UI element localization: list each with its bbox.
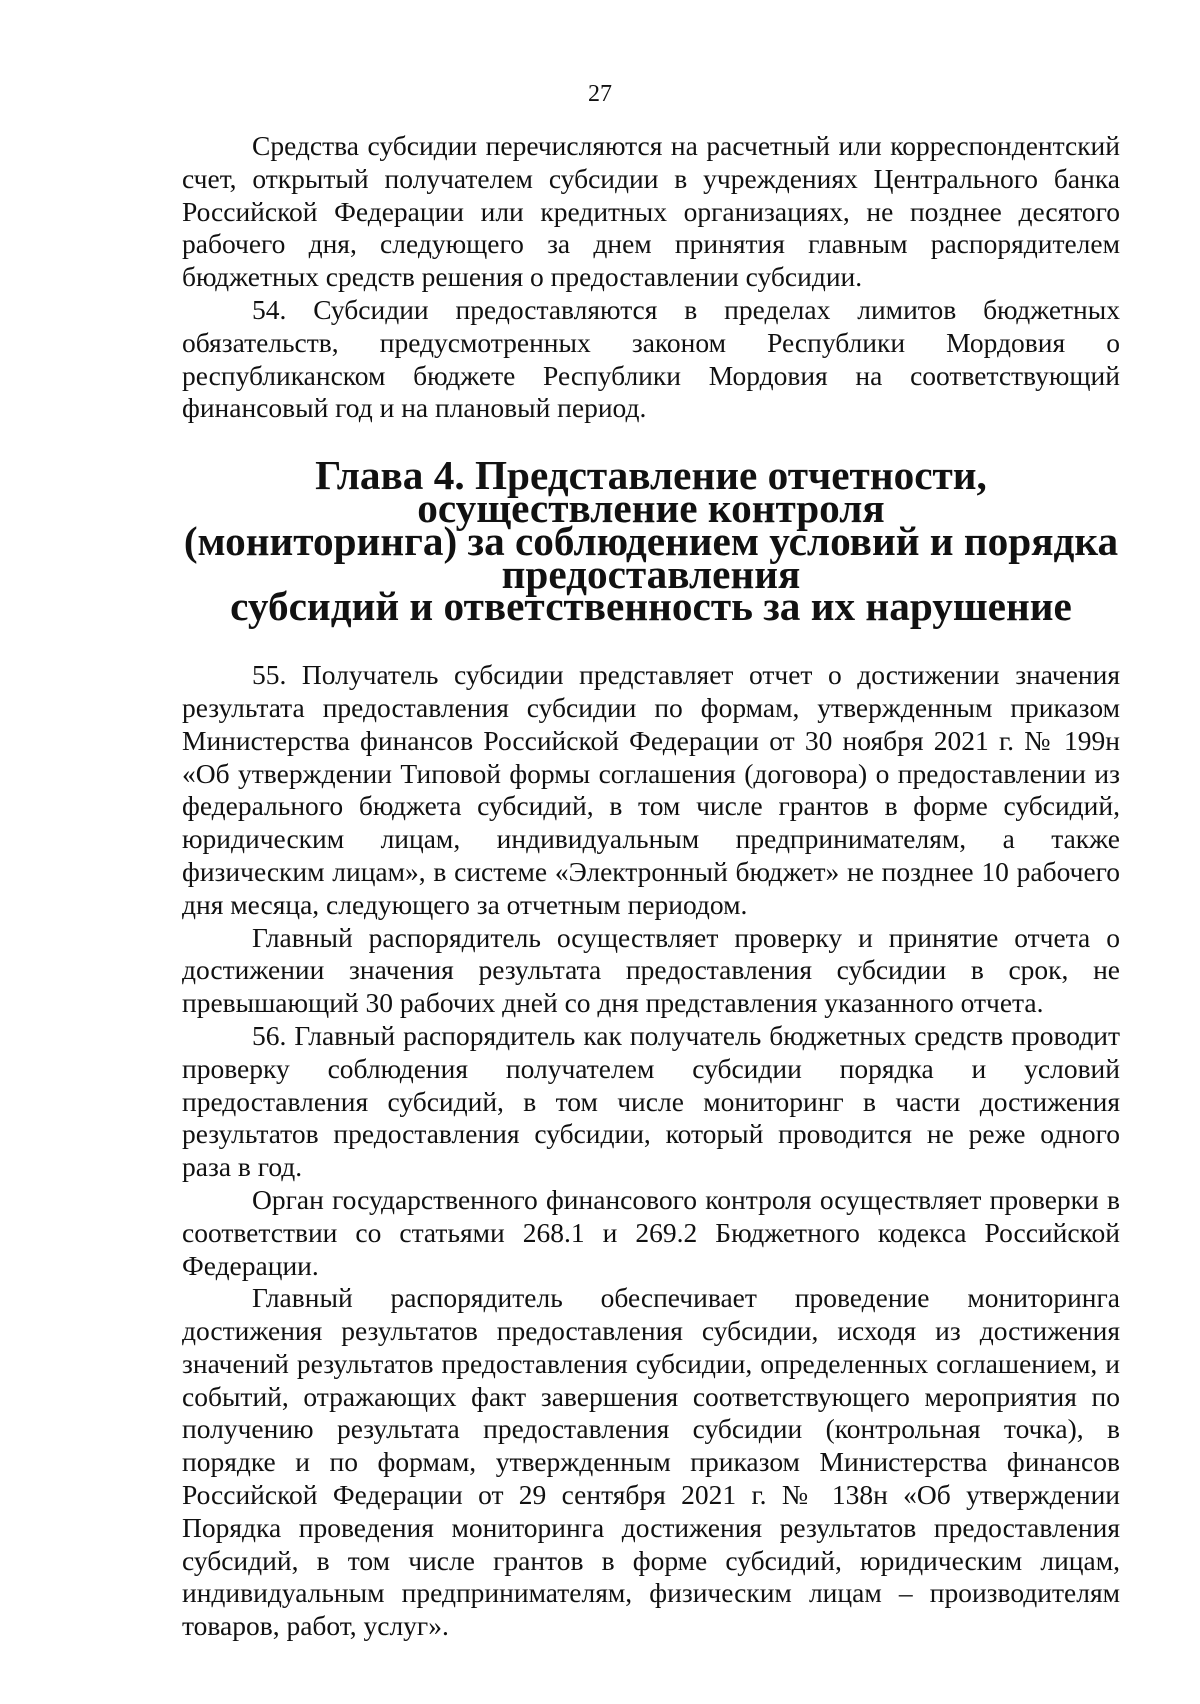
paragraph-financial-control: Орган государственного финансового контроля осуществляет проверки в соответствии со статьями 268.1 и 269.2 Бюджетного кодекса Российской Федерации. bbox=[182, 1183, 1120, 1281]
paragraph-monitoring: Главный распорядитель обеспечивает проведение мониторинга достижения результатов предоставления субсидии, исходя из достижения значений результатов предоставления субсидии, определенных соглашением, и событий, отражающих факт завершения соответствующего мероприятия по получению результата предоставления субсидии (контрольная точка), в порядке и по формам, утвержденным приказом Министерства финансов Российской Федерации от 29 сентября 2021 г. № 138н «Об утверждении Порядка проведения мониторинга достижения результатов предоставления субсидий, в том числе грантов в форме субсидий, юридическим лицам, индивидуальным предпринимателям, физическим лицам – производителям товаров, работ, услуг». bbox=[182, 1282, 1120, 1642]
paragraph-54: 54. Субсидии предоставляются в пределах лимитов бюджетных обязательств, предусмотренных законом Республики Мордовия о республиканском бюджете Республики Мордовия на соответствующий финансовый год и на плановый период. bbox=[182, 293, 1120, 424]
chapter-heading bbox=[182, 452, 1120, 630]
chapter-heading-line: субсидий и ответственность за их нарушение bbox=[230, 583, 1072, 630]
page-number: 27 bbox=[588, 81, 612, 107]
paragraph-55: 55. Получатель субсидии представляет отчет о достижении значения результата предоставления субсидии по формам, утвержденным приказом Министерства финансов Российской Федерации от 30 ноября 2021 г. № 199н «Об утверждении Типовой формы соглашения (договора) о предоставлении из федерального бюджета субсидий, в том числе грантов в форме субсидий, юридическим лицам, индивидуальным предпринимателям, а также физическим лицам», в системе «Электронный бюджет» не позднее 10 рабочего дня месяца, следующего за отчетным периодом. bbox=[182, 659, 1120, 920]
paragraph-subsidy-transfer: Средства субсидии перечисляются на расчетный или корреспондентский счет, открытый получателем субсидии в учреждениях Центрального банка Российской Федерации или кредитных организациях, не позднее десятого рабочего дня, следующего за днем принятия главным распорядителем бюджетных средств решения о предоставлении субсидии. bbox=[182, 130, 1120, 293]
document-body bbox=[182, 130, 1120, 1643]
chapter-heading-line: Глава 4. Представление отчетности, осуществление контроля bbox=[315, 452, 987, 531]
paragraph-56: 56. Главный распорядитель как получатель бюджетных средств проводит проверку соблюдения получателем субсидии порядка и условий предоставления субсидий, в том числе мониторинг в части достижения результатов предоставления субсидии, который проводится не реже одного раза в год. bbox=[182, 1019, 1120, 1183]
paragraph-report-check: Главный распорядитель осуществляет проверку и принятие отчета о достижении значения результата предоставления субсидии в срок, не превышающий 30 рабочих дней со дня представления указанного отчета. bbox=[182, 921, 1120, 1019]
chapter-heading-line: (мониторинга) за соблюдением условий и порядка предоставления bbox=[183, 517, 1119, 597]
